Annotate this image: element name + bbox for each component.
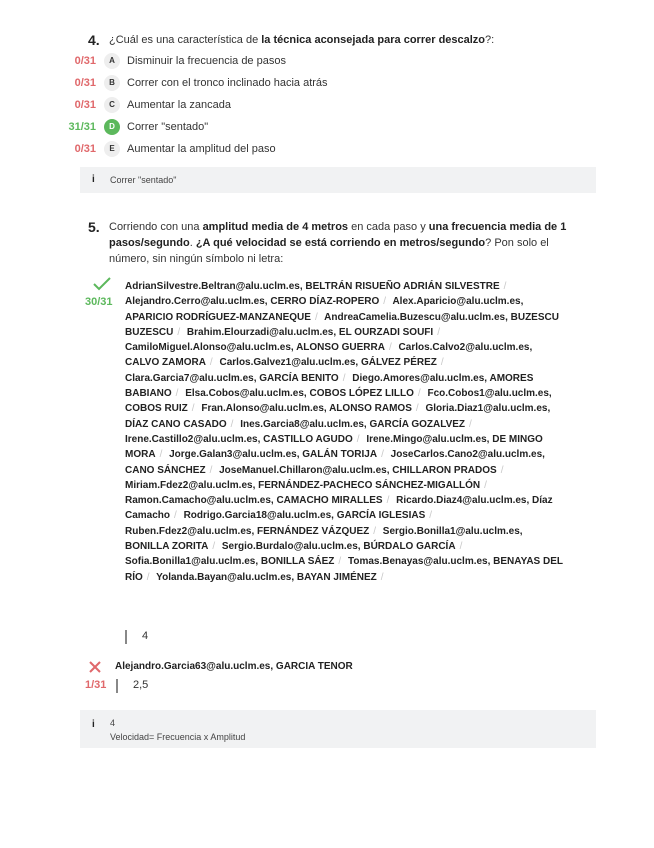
- respondent-name: Sergio.Bonilla1@alu.uclm.es, BONILLA ZORITA: [125, 525, 523, 553]
- option-letter: A: [104, 53, 120, 69]
- separator: /: [381, 449, 384, 461]
- info-text-line1: 4: [110, 718, 116, 728]
- respondent-name: Irene.Castillo2@alu.uclm.es, CASTILLO AGUDO: [125, 433, 353, 445]
- question-text-part: en cada paso y: [348, 221, 429, 233]
- separator: /: [373, 525, 377, 537]
- separator: /: [415, 403, 419, 415]
- respondent-name: Fran.Alonso@alu.uclm.es, ALONSO RAMOS: [201, 403, 412, 415]
- wrong-name: Alejandro.Garcia63@alu.uclm.es, GARCIA TENOR: [115, 661, 353, 672]
- question-text-part: ?:: [485, 34, 495, 46]
- info-text-line2: Velocidad= Frecuencia x Amplitud: [110, 732, 246, 742]
- respondent-name: CamiloMiguel.Alonso@alu.uclm.es, ALONSO GUERRA: [125, 342, 385, 354]
- separator: /: [417, 388, 421, 400]
- respondent-name: Jorge.Galan3@alu.uclm.es, GALÁN TORIJA: [169, 449, 378, 461]
- option-count: 0/31: [74, 99, 96, 111]
- separator: /: [503, 281, 507, 292]
- separator: /: [191, 403, 195, 415]
- question-text-part: Corriendo con una: [109, 221, 203, 233]
- question-text: [109, 32, 609, 48]
- respondent-name: Irene.Mingo@alu.uclm.es, DE MINGO MORA: [125, 433, 543, 461]
- separator: /: [440, 357, 444, 369]
- separator: /: [356, 433, 360, 445]
- option-d: [0, 118, 654, 136]
- option-text: Correr "sentado": [127, 121, 209, 133]
- option-text: Aumentar la zancada: [127, 99, 231, 111]
- info-text: Correr "sentado": [110, 175, 177, 185]
- respondent-name: Yolanda.Bayan@alu.uclm.es, BAYAN JIMÉNEZ: [156, 571, 377, 583]
- option-b: [0, 74, 654, 92]
- option-count: 31/31: [68, 121, 96, 133]
- respondent-name: Elsa.Cobos@alu.uclm.es, COBOS LÓPEZ LILLO: [185, 388, 414, 400]
- respondent-name: Alejandro.Cerro@alu.uclm.es, CERRO DÍAZ-ROPERO: [125, 296, 380, 308]
- separator: /: [342, 372, 346, 384]
- respondent-name: Tomas.Benayas@alu.uclm.es, BENAYAS DEL RÍO: [125, 556, 563, 583]
- question-text-bold: una frecuencia media de 1 pasos/segundo: [109, 221, 567, 249]
- separator: /: [212, 541, 216, 553]
- option-count: 0/31: [74, 55, 96, 67]
- separator: /: [177, 326, 181, 338]
- separator: /: [174, 510, 177, 522]
- separator: /: [380, 571, 384, 583]
- option-letter-correct: D: [104, 119, 120, 135]
- respondent-name: Ricardo.Diaz4@alu.uclm.es, Díaz Camacho: [125, 495, 553, 522]
- respondent-name: Sergio.Burdalo@alu.uclm.es, BÚRDALO GARCÍA: [221, 541, 456, 553]
- respondent-name: AdrianSilvestre.Beltran@alu.uclm.es, BELTRÁN RISUEÑO ADRIÁN SILVESTRE: [125, 281, 500, 292]
- separator: /: [230, 418, 234, 430]
- separator: /: [338, 556, 342, 568]
- option-c: [0, 96, 654, 114]
- respondent-name: Carlos.Calvo2@alu.uclm.es, CALVO ZAMORA: [125, 342, 533, 369]
- respondent-name: JoseCarlos.Cano2@alu.uclm.es, CANO SÁNCHEZ: [125, 449, 545, 476]
- wrong-answer: 2,5: [133, 679, 149, 691]
- question-text-part: ¿Cuál es una característica de: [109, 34, 262, 46]
- option-a: [0, 52, 654, 70]
- respondent-name: Fco.Cobos1@alu.uclm.es, COBOS RUIZ: [125, 388, 552, 415]
- respondent-name: Ruben.Fdez2@alu.uclm.es, FERNÁNDEZ VÁZQUEZ: [125, 525, 370, 537]
- separator: /: [209, 357, 213, 369]
- respondent-name: Clara.Garcia7@alu.uclm.es, GARCÍA BENITO: [125, 372, 339, 384]
- respondent-name: Ramon.Camacho@alu.uclm.es, CAMACHO MIRALLES: [125, 495, 383, 507]
- question-text-part: .: [189, 237, 196, 249]
- separator: /: [469, 418, 472, 430]
- separator: /: [209, 464, 213, 476]
- separator: /: [437, 326, 440, 338]
- correct-count: 30/31: [85, 296, 113, 308]
- separator: /: [388, 342, 392, 354]
- option-count: 0/31: [74, 77, 96, 89]
- separator: /: [146, 571, 150, 583]
- separator: /: [459, 541, 463, 553]
- option-letter: C: [104, 97, 120, 113]
- respondent-name: Sofia.Bonilla1@alu.uclm.es, BONILLA SÁEZ: [125, 556, 335, 568]
- separator: /: [159, 449, 163, 461]
- info-icon: i: [92, 719, 95, 730]
- respondent-name: Diego.Amores@alu.uclm.es, AMORES BABIANO: [125, 372, 534, 400]
- respondent-name: Alex.Aparicio@alu.uclm.es, APARICIO RODRÍGUEZ-MANZANEQUE: [125, 296, 524, 323]
- info-icon: i: [92, 174, 95, 185]
- correct-names-list: [125, 279, 565, 585]
- cross-icon: [88, 660, 102, 674]
- separator: /: [386, 495, 390, 507]
- question-text-bold: amplitud media de 4 metros: [202, 221, 349, 233]
- separator: /: [314, 311, 318, 323]
- option-count: 0/31: [74, 143, 96, 155]
- question-text-bold: ¿A qué velocidad se está corriendo en metros/segundo: [195, 237, 486, 249]
- separator: /: [500, 464, 504, 476]
- option-text: Aumentar la amplitud del paso: [127, 143, 276, 155]
- option-e: [0, 140, 654, 158]
- info-box: [80, 167, 596, 193]
- question-text-part: ? Pon solo el número, sin ningún símbolo ni letra:: [109, 237, 549, 265]
- answer-bar: [125, 630, 127, 644]
- respondent-name: AndreaCamelia.Buzescu@alu.uclm.es, BUZESCU BUZESCU: [125, 311, 559, 338]
- question-number: 4.: [88, 32, 100, 48]
- info-box: [80, 710, 596, 748]
- separator: /: [383, 296, 387, 308]
- question-number: 5.: [88, 219, 100, 235]
- check-icon: [93, 277, 111, 291]
- option-letter: B: [104, 75, 120, 91]
- respondent-name: Miriam.Fdez2@alu.uclm.es, FERNÁNDEZ-PACHECO SÁNCHEZ-MIGALLÓN: [125, 479, 481, 491]
- wrong-count: 1/31: [85, 679, 107, 691]
- respondent-name: Ines.Garcia8@alu.uclm.es, GARCÍA GOZALVEZ: [240, 418, 466, 430]
- option-letter: E: [104, 141, 120, 157]
- respondent-name: Rodrigo.Garcia18@alu.uclm.es, GARCÍA IGLESIAS: [183, 510, 426, 522]
- respondent-name: Gloria.Diaz1@alu.uclm.es, DÍAZ CANO CASADO: [125, 403, 551, 430]
- answer-bar: [116, 679, 118, 693]
- correct-answer: 4: [142, 630, 149, 642]
- option-text: Correr con el tronco inclinado hacia atrás: [127, 77, 328, 89]
- separator: /: [175, 388, 179, 400]
- respondent-name: Carlos.Galvez1@alu.uclm.es, GÁLVEZ PÉREZ: [219, 357, 437, 369]
- respondent-name: JoseManuel.Chillaron@alu.uclm.es, CHILLARON PRADOS: [219, 464, 497, 476]
- option-text: Disminuir la frecuencia de pasos: [127, 55, 286, 67]
- separator: /: [484, 479, 487, 491]
- question-text: [109, 219, 574, 267]
- question-text-bold: la técnica aconsejada para correr descalzo: [261, 34, 486, 46]
- respondent-name: Brahim.Elourzadi@alu.uclm.es, EL OURZADI SOUFI: [186, 326, 434, 338]
- separator: /: [429, 510, 433, 522]
